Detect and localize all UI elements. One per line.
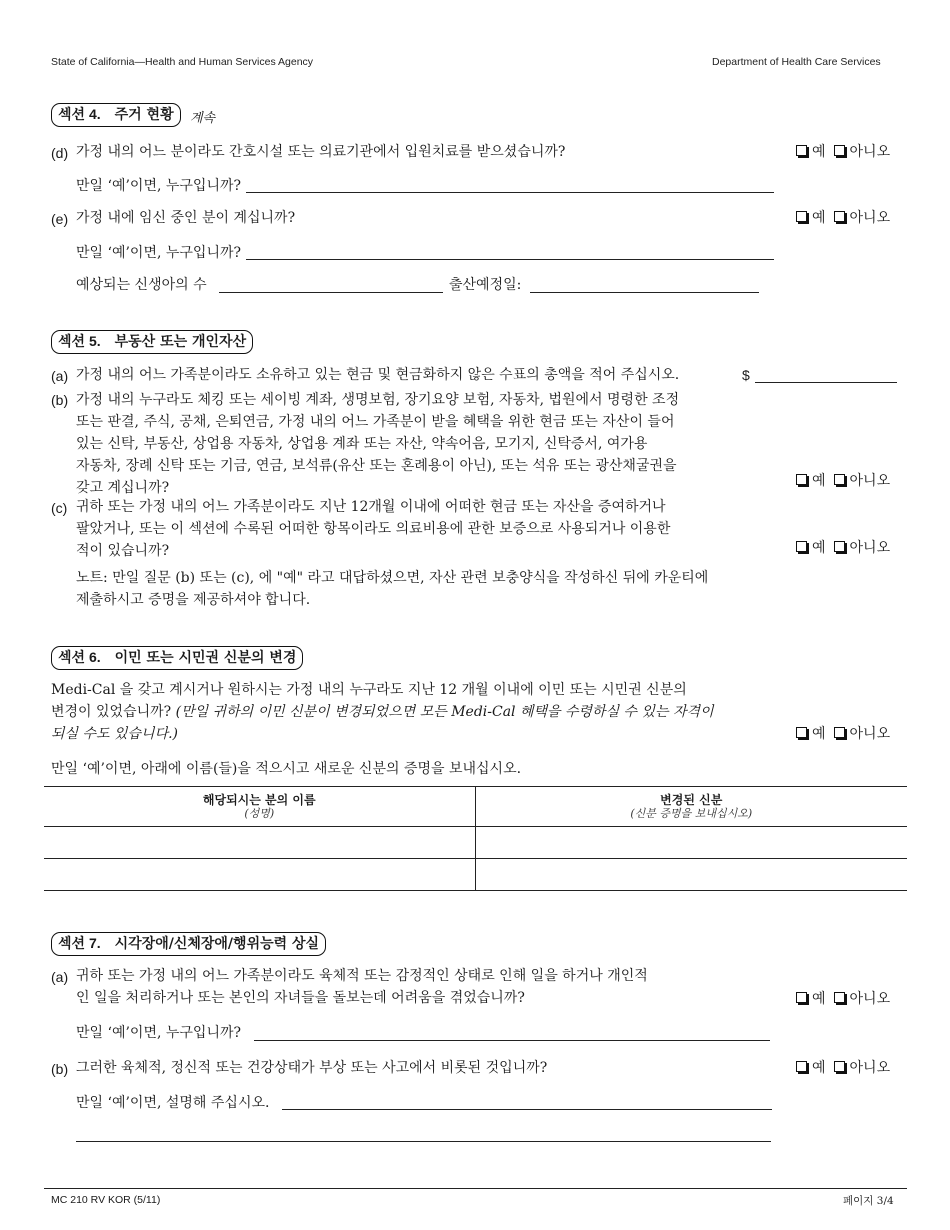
q5a-label: (a)	[51, 368, 69, 384]
q5c-line: 적이 있습니까?	[76, 543, 170, 559]
agency-name: State of California—Health and Human Services Agency	[51, 56, 314, 68]
q5b-line: 또는 판결, 주식, 공채, 은퇴연금, 가정 내의 어느 가족분이 받을 혜택을 위한 현금 또는 자산이 들어	[76, 414, 675, 430]
q5c-label: (c)	[51, 500, 68, 516]
q7b-yes-label: 예	[812, 1060, 826, 1076]
q5c-yes-checkbox[interactable]	[796, 541, 807, 552]
section-6-question-line-2	[51, 701, 714, 723]
q4e-text: 가정 내에 임신 중인 분이 계십니까?	[76, 210, 296, 226]
q5b-line: 있는 신탁, 부동산, 상업용 자동차, 상업용 계좌 또는 자산, 약속어음, 모기지, 신탁증서, 여가용	[76, 436, 648, 452]
section-6-question-line-1: Medi-Cal 을 갖고 계시거나 원하시는 가정 내의 누구라도 지난 12 개월 이내에 이민 또는 시민권 신분의	[51, 682, 687, 698]
q7a-who-label: 만일 ‘예’이면, 누구입니까?	[76, 1025, 241, 1041]
table-row	[44, 827, 907, 859]
q4e-babies-field[interactable]	[219, 292, 443, 293]
q7a-yes-label: 예	[812, 991, 826, 1007]
q5c-line: 귀하 또는 가정 내의 어느 가족분이라도 지난 12개월 이내에 어떠한 현금 또는 자산을 증여하거나	[76, 499, 666, 515]
q6-no-label: 아니오	[849, 726, 891, 742]
section-5-title-text: 부동산 또는 개인자산	[114, 334, 247, 350]
q7a-who-field[interactable]	[254, 1040, 770, 1041]
q4e-due-label: 출산예정일:	[449, 277, 522, 293]
table-row	[44, 859, 907, 891]
q4e-no-label: 아니오	[849, 210, 891, 226]
q5a-text: 가정 내의 어느 가족분이라도 소유하고 있는 현금 및 현금화하지 않은 수표의 총액을 적어 주십시오.	[76, 367, 680, 383]
immigration-status-table	[44, 786, 907, 891]
section-6-question-plain: 변경이 있었습니까?	[51, 704, 172, 720]
status-cell[interactable]	[475, 827, 907, 859]
section-6-number: 섹션 6.	[58, 649, 101, 665]
note-line: 제출하시고 증명을 제공하셔야 합니다.	[76, 592, 311, 608]
q7a-line-2: 인 일을 처리하거나 또는 본인의 자녀들을 돌보는데 어려움을 겪었습니까?	[76, 990, 525, 1006]
section-6-question-italic: (만일 귀하의 이민 신분이 변경되었으면 모든 Medi-Cal 혜택을 수령하실 수 있는 자격이	[175, 704, 714, 720]
q5a-dollar-sign: $	[742, 367, 750, 383]
q6-no-checkbox[interactable]	[834, 727, 845, 738]
q7b-no-label: 아니오	[849, 1060, 891, 1076]
col-name-subtitle: (성명)	[244, 807, 275, 820]
q4d-yes-no	[793, 141, 890, 161]
q5c-no-label: 아니오	[849, 540, 891, 556]
q5b-line: 가정 내의 누구라도 체킹 또는 세이빙 계좌, 생명보험, 장기요양 보험, 자동차, 법원에서 명령한 조정	[76, 392, 680, 408]
section-6-title	[51, 646, 303, 670]
section-6-question-line-3: 되실 수도 있습니다.)	[51, 726, 179, 742]
q7a-yes-no	[793, 988, 890, 1008]
q5c-yes-label: 예	[812, 540, 826, 556]
q7a-label: (a)	[51, 969, 69, 985]
q4d-who-field[interactable]	[246, 192, 774, 193]
q4e-label: (e)	[51, 211, 69, 227]
name-cell[interactable]	[44, 859, 475, 891]
q7b-label: (b)	[51, 1061, 69, 1077]
q4d-yes-checkbox[interactable]	[796, 145, 807, 156]
q7b-yes-no	[793, 1057, 890, 1077]
section-4-number: 섹션 4.	[58, 106, 101, 122]
col-name-title: 해당되시는 분의 이름	[202, 793, 316, 807]
q7b-text: 그러한 육체적, 정신적 또는 건강상태가 부상 또는 사고에서 비롯된 것입니까?	[76, 1060, 548, 1076]
table-header-row	[44, 787, 907, 827]
section-6-title-text: 이민 또는 시민권 신분의 변경	[114, 650, 297, 666]
q5b-no-label: 아니오	[849, 473, 891, 489]
q4e-who-label: 만일 ‘예’이면, 누구입니까?	[76, 245, 241, 261]
section-4-title-text: 주거 현황	[114, 107, 174, 123]
q7a-line-1: 귀하 또는 가정 내의 어느 가족분이라도 육체적 또는 감정적인 상태로 인해 일을 하거나 개인적	[76, 968, 648, 984]
footer-divider	[44, 1188, 907, 1189]
q4d-text: 가정 내의 어느 분이라도 간호시설 또는 의료기관에서 입원치료를 받으셨습니까?	[76, 144, 566, 160]
section-6-instruction: 만일 ‘예’이면, 아래에 이름(들)을 적으시고 새로운 신분의 증명을 보내십시오.	[51, 761, 522, 777]
col-status-subtitle: (신분 증명을 보내십시오)	[630, 807, 753, 820]
q4e-no-checkbox[interactable]	[834, 211, 845, 222]
q4d-no-checkbox[interactable]	[834, 145, 845, 156]
q5b-yes-label: 예	[812, 473, 826, 489]
q5b-line: 갖고 계십니까?	[76, 480, 170, 496]
name-cell[interactable]	[44, 827, 475, 859]
q5b-yes-checkbox[interactable]	[796, 474, 807, 485]
q4e-yes-checkbox[interactable]	[796, 211, 807, 222]
q4d-who-label: 만일 ‘예’이면, 누구입니까?	[76, 178, 241, 194]
q5a-amount-field[interactable]	[755, 382, 897, 383]
q7a-no-checkbox[interactable]	[834, 992, 845, 1003]
q5b-line: 자동차, 장례 신탁 또는 기금, 연금, 보석류(유산 또는 혼례용이 아닌), 또는 석유 또는 광산채굴권을	[76, 458, 677, 474]
q7b-no-checkbox[interactable]	[834, 1061, 845, 1072]
q5c-yes-no	[793, 537, 890, 557]
form-id: MC 210 RV KOR (5/11)	[51, 1194, 161, 1206]
q6-yes-label: 예	[812, 726, 826, 742]
section-4-title	[51, 103, 181, 127]
note-line: 노트: 만일 질문 (b) 또는 (c), 에 "예" 라고 대답하셨으면, 자산 관련 보충양식을 작성하신 뒤에 카운티에	[76, 570, 709, 586]
q5c-no-checkbox[interactable]	[834, 541, 845, 552]
q5c-line: 팔았거나, 또는 이 섹션에 수록된 어떠한 항목이라도 의료비용에 관한 보증으로 사용되거나 이용한	[76, 521, 671, 537]
q7b-yes-checkbox[interactable]	[796, 1061, 807, 1072]
q4e-yes-label: 예	[812, 210, 826, 226]
section-7-number: 섹션 7.	[58, 935, 101, 951]
section-7-title	[51, 932, 326, 956]
section-5-title	[51, 330, 253, 354]
page-number: 페이지 3/4	[843, 1195, 894, 1207]
q4e-who-field[interactable]	[246, 259, 774, 260]
q5b-label: (b)	[51, 392, 69, 408]
col-status-header	[475, 787, 907, 827]
col-name-header	[44, 787, 475, 827]
q7b-explain-field[interactable]	[282, 1109, 772, 1110]
status-cell[interactable]	[475, 859, 907, 891]
q5b-yes-no	[793, 470, 890, 490]
q4e-due-field[interactable]	[530, 292, 759, 293]
q4e-yes-no	[793, 207, 890, 227]
q6-yes-checkbox[interactable]	[796, 727, 807, 738]
q7b-explain-field-2[interactable]	[76, 1141, 771, 1142]
section-4-continued: 계속	[190, 111, 216, 126]
q7a-yes-checkbox[interactable]	[796, 992, 807, 1003]
q4d-label: (d)	[51, 145, 69, 161]
col-status-title: 변경된 신분	[660, 793, 723, 807]
q4d-no-label: 아니오	[849, 144, 891, 160]
q5b-no-checkbox[interactable]	[834, 474, 845, 485]
q7a-no-label: 아니오	[849, 991, 891, 1007]
section-5-number: 섹션 5.	[58, 333, 101, 349]
q4e-babies-label: 예상되는 신생아의 수	[76, 277, 207, 293]
section-7-title-text: 시각장애/신체장애/행위능력 상실	[114, 936, 320, 952]
q4d-yes-label: 예	[812, 144, 826, 160]
department-name: Department of Health Care Services	[712, 56, 881, 68]
q7b-explain-label: 만일 ‘예’이면, 설명해 주십시오.	[76, 1095, 270, 1111]
q6-yes-no	[793, 723, 890, 743]
